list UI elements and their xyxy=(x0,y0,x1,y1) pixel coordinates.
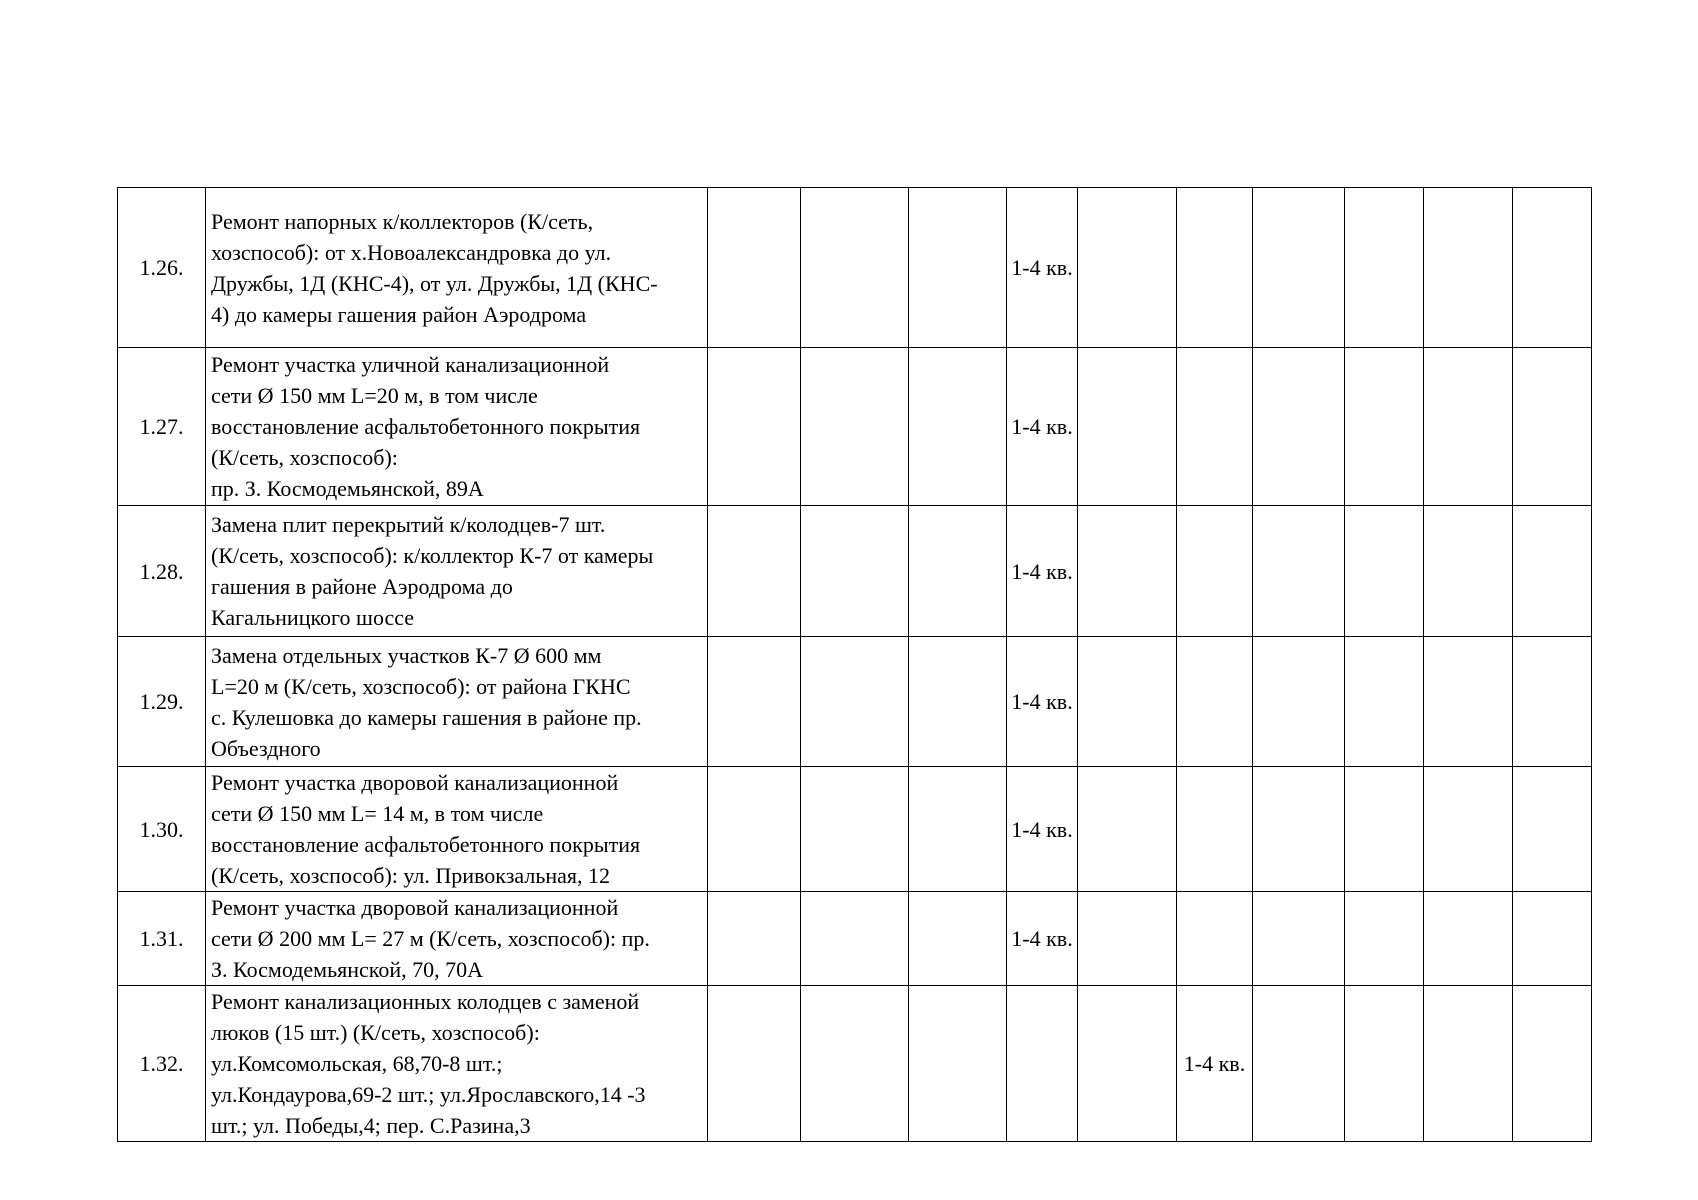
empty-cell xyxy=(1513,348,1592,506)
work-description: Ремонт канализационных колодцев с заменой люков (15 шт.) (К/сеть, хозспособ): ул.Комсомольская, 68,70-8 шт.; ул.Кондаурова,69-2 шт.; ул.Ярославского,14 -3 шт.; ул. Победы,4; пер. С.Разина,3 xyxy=(206,986,708,1142)
empty-cell xyxy=(1345,986,1424,1142)
works-table xyxy=(117,187,1592,1142)
empty-cell xyxy=(1513,892,1592,986)
empty-cell xyxy=(1253,986,1345,1142)
empty-cell xyxy=(1078,637,1177,767)
empty-cell xyxy=(708,986,801,1142)
empty-cell xyxy=(1513,767,1592,892)
table-row xyxy=(118,188,1592,348)
empty-cell xyxy=(1078,506,1177,637)
empty-cell xyxy=(708,767,801,892)
empty-cell xyxy=(1078,767,1177,892)
row-number: 1.32. xyxy=(118,986,206,1142)
empty-cell xyxy=(708,506,801,637)
empty-cell xyxy=(1078,986,1177,1142)
row-number: 1.31. xyxy=(118,892,206,986)
empty-cell xyxy=(1345,767,1424,892)
empty-cell xyxy=(909,188,1007,348)
empty-cell xyxy=(801,188,909,348)
empty-cell xyxy=(1253,892,1345,986)
empty-cell xyxy=(909,637,1007,767)
work-description: Замена плит перекрытий к/колодцев-7 шт. (К/сеть, хозспособ): к/коллектор К-7 от камеры гашения в районе Аэродрома до Кагальницкого шоссе xyxy=(206,506,708,637)
works-table-body xyxy=(118,188,1592,1142)
empty-cell xyxy=(1177,348,1253,506)
work-description: Замена отдельных участков К-7 Ø 600 мм L=20 м (К/сеть, хозспособ): от района ГКНС с. Кулешовка до камеры гашения в районе пр. Объездного xyxy=(206,637,708,767)
quarter-cell: 1-4 кв. xyxy=(1007,767,1078,892)
empty-cell xyxy=(1345,506,1424,637)
work-description: Ремонт участка дворовой канализационной сети Ø 150 мм L= 14 м, в том числе восстановление асфальтобетонного покрытия (К/сеть, хозспособ): ул. Привокзальная, 12 xyxy=(206,767,708,892)
work-description: Ремонт участка уличной канализационной сети Ø 150 мм L=20 м, в том числе восстановление асфальтобетонного покрытия (К/сеть, хозспособ): пр. З. Космодемьянской, 89А xyxy=(206,348,708,506)
empty-cell xyxy=(1424,892,1513,986)
empty-cell xyxy=(1513,506,1592,637)
empty-cell xyxy=(1424,188,1513,348)
work-description: Ремонт участка дворовой канализационной сети Ø 200 мм L= 27 м (К/сеть, хозспособ): пр. З. Космодемьянской, 70, 70А xyxy=(206,892,708,986)
empty-cell xyxy=(801,767,909,892)
table-row xyxy=(118,637,1592,767)
empty-cell xyxy=(1078,188,1177,348)
empty-cell xyxy=(1253,506,1345,637)
row-number: 1.26. xyxy=(118,188,206,348)
quarter-cell: 1-4 кв. xyxy=(1007,892,1078,986)
empty-cell xyxy=(1007,986,1078,1142)
row-number: 1.29. xyxy=(118,637,206,767)
empty-cell xyxy=(801,986,909,1142)
empty-cell xyxy=(708,188,801,348)
empty-cell xyxy=(801,348,909,506)
empty-cell xyxy=(1513,637,1592,767)
empty-cell xyxy=(909,506,1007,637)
empty-cell xyxy=(1253,348,1345,506)
empty-cell xyxy=(1177,637,1253,767)
table-row xyxy=(118,348,1592,506)
work-description: Ремонт напорных к/коллекторов (К/сеть, хозспособ): от х.Новоалександровка до ул. Дружбы, 1Д (КНС-4), от ул. Дружбы, 1Д (КНС- 4) до камеры гашения район Аэродрома xyxy=(206,188,708,348)
quarter-cell: 1-4 кв. xyxy=(1007,188,1078,348)
empty-cell xyxy=(1078,892,1177,986)
quarter-cell: 1-4 кв. xyxy=(1007,506,1078,637)
empty-cell xyxy=(1177,767,1253,892)
empty-cell xyxy=(801,892,909,986)
empty-cell xyxy=(1345,188,1424,348)
empty-cell xyxy=(1424,348,1513,506)
empty-cell xyxy=(1345,892,1424,986)
table-row xyxy=(118,986,1592,1142)
empty-cell xyxy=(909,767,1007,892)
empty-cell xyxy=(1424,637,1513,767)
empty-cell xyxy=(1424,767,1513,892)
empty-cell xyxy=(1424,986,1513,1142)
empty-cell xyxy=(1253,637,1345,767)
row-number: 1.30. xyxy=(118,767,206,892)
empty-cell xyxy=(801,506,909,637)
empty-cell xyxy=(1253,767,1345,892)
empty-cell xyxy=(708,637,801,767)
empty-cell xyxy=(1513,986,1592,1142)
empty-cell xyxy=(909,348,1007,506)
row-number: 1.27. xyxy=(118,348,206,506)
table-row xyxy=(118,506,1592,637)
empty-cell xyxy=(708,892,801,986)
empty-cell xyxy=(1177,188,1253,348)
empty-cell xyxy=(1345,348,1424,506)
quarter-cell: 1-4 кв. xyxy=(1007,348,1078,506)
quarter-cell: 1-4 кв. xyxy=(1177,986,1253,1142)
empty-cell xyxy=(1177,892,1253,986)
empty-cell xyxy=(1253,188,1345,348)
quarter-cell: 1-4 кв. xyxy=(1007,637,1078,767)
empty-cell xyxy=(801,637,909,767)
empty-cell xyxy=(909,986,1007,1142)
empty-cell xyxy=(1424,506,1513,637)
empty-cell xyxy=(1345,637,1424,767)
table-row xyxy=(118,892,1592,986)
row-number: 1.28. xyxy=(118,506,206,637)
empty-cell xyxy=(708,348,801,506)
empty-cell xyxy=(1513,188,1592,348)
empty-cell xyxy=(909,892,1007,986)
empty-cell xyxy=(1177,506,1253,637)
empty-cell xyxy=(1078,348,1177,506)
table-row xyxy=(118,767,1592,892)
